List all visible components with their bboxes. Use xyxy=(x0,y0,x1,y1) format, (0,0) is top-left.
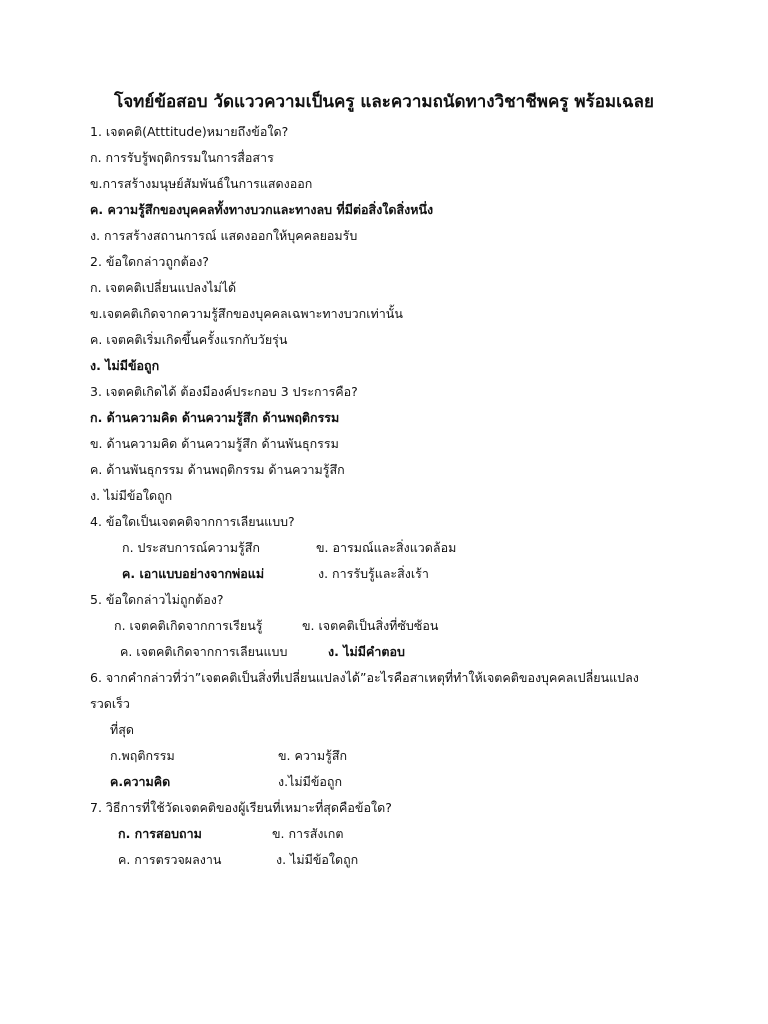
q6-choice-a: ก.พฤติกรรม xyxy=(110,748,175,763)
q7-choice-a-answer: ก. การสอบถาม xyxy=(118,826,202,841)
q7-choice-b: ข. การสังเกต xyxy=(272,826,344,841)
q4-question: 4. ข้อใดเป็นเจตคติจากการเลียนแบบ? xyxy=(90,514,295,529)
q1-choice-c-answer: ค. ความรู้สึกของบุคคลทั้งทางบวกและทางลบ ที่มีต่อสิ่งใดสิ่งหนึ่ง xyxy=(90,202,434,217)
q5-choice-c: ค. เจตคติเกิดจากการเลียนแบบ xyxy=(120,644,288,659)
q5-choice-a: ก. เจตคติเกิดจากการเรียนรู้ xyxy=(114,618,263,633)
q4-choice-b: ข. อารมณ์และสิ่งแวดล้อม xyxy=(316,540,457,555)
q6-question-line2: รวดเร็ว xyxy=(90,696,130,711)
q4-choice-d: ง. การรับรู้และสิ่งเร้า xyxy=(318,566,429,581)
q6-question-line1: 6. จากคำกล่าวที่ว่า”เจตคติเป็นสิ่งที่เปลี่ยนแปลงได้”อะไรคือสาเหตุที่ทำให้เจตคติของบุคคลเปลี่ยนแปลง xyxy=(90,670,639,685)
q7-question: 7. วิธีการที่ใช้วัดเจตคติของผู้เรียนที่เหมาะที่สุดคือข้อใด? xyxy=(90,800,392,815)
q7-choice-c: ค. การตรวจผลงาน xyxy=(118,852,222,867)
q3-choice-a-answer: ก. ด้านความคิด ด้านความรู้สึก ด้านพฤติกรรม xyxy=(90,410,340,425)
q6-choice-b: ข. ความรู้สึก xyxy=(278,748,348,763)
q3-question: 3. เจตคติเกิดได้ ต้องมีองค์ประกอบ 3 ประการคือ? xyxy=(90,384,358,399)
q6-choice-c-answer: ค.ความคิด xyxy=(110,774,171,789)
q2-question: 2. ข้อใดกล่าวถูกต้อง? xyxy=(90,254,209,269)
q2-choice-b: ข.เจตคติเกิดจากความรู้สึกของบุคคลเฉพาะทางบวกเท่านั้น xyxy=(90,306,403,321)
q2-choice-d-answer: ง. ไม่มีข้อถูก xyxy=(90,358,160,373)
q6-choice-d: ง.ไม่มีข้อถูก xyxy=(278,774,343,789)
q5-choice-b: ข. เจตคติเป็นสิ่งที่ซับซ้อน xyxy=(302,618,439,633)
q5-choice-d-answer: ง. ไม่มีคำตอบ xyxy=(328,644,405,659)
q7-choice-d: ง. ไม่มีข้อใดถูก xyxy=(276,852,359,867)
q2-choice-a: ก. เจตคติเปลี่ยนแปลงไม่ได้ xyxy=(90,280,237,295)
q3-choice-b: ข. ด้านความคิด ด้านความรู้สึก ด้านพันธุกรรม xyxy=(90,436,339,451)
q1-choice-d: ง. การสร้างสถานการณ์ แสดงออกให้บุคคลยอมรับ xyxy=(90,228,358,243)
q2-choice-c: ค. เจตคติเริ่มเกิดขึ้นครั้งแรกกับวัยรุ่น xyxy=(90,332,288,347)
q4-choice-a: ก. ประสบการณ์ความรู้สึก xyxy=(122,540,260,555)
q1-choice-a: ก. การรับรู้พฤติกรรมในการสื่อสาร xyxy=(90,150,274,165)
q1-question: 1. เจตคติ(Atttitude)หมายถึงข้อใด? xyxy=(90,124,289,139)
q3-choice-c: ค. ด้านพันธุกรรม ด้านพฤติกรรม ด้านความรู้สึก xyxy=(90,462,345,477)
q5-question: 5. ข้อใดกล่าวไม่ถูกต้อง? xyxy=(90,592,224,607)
q4-choice-c-answer: ค. เอาแบบอย่างจากพ่อแม่ xyxy=(122,566,265,581)
document-title: โจทย์ข้อสอบ วัดแววความเป็นครู และความถนัดทางวิชาชีพครู พร้อมเฉลย xyxy=(114,92,654,112)
q1-choice-b: ข.การสร้างมนุษย์สัมพันธ์ในการแสดงออก xyxy=(90,176,313,191)
q3-choice-d: ง. ไม่มีข้อใดถูก xyxy=(90,488,173,503)
q6-question-line3: ที่สุด xyxy=(110,722,134,737)
